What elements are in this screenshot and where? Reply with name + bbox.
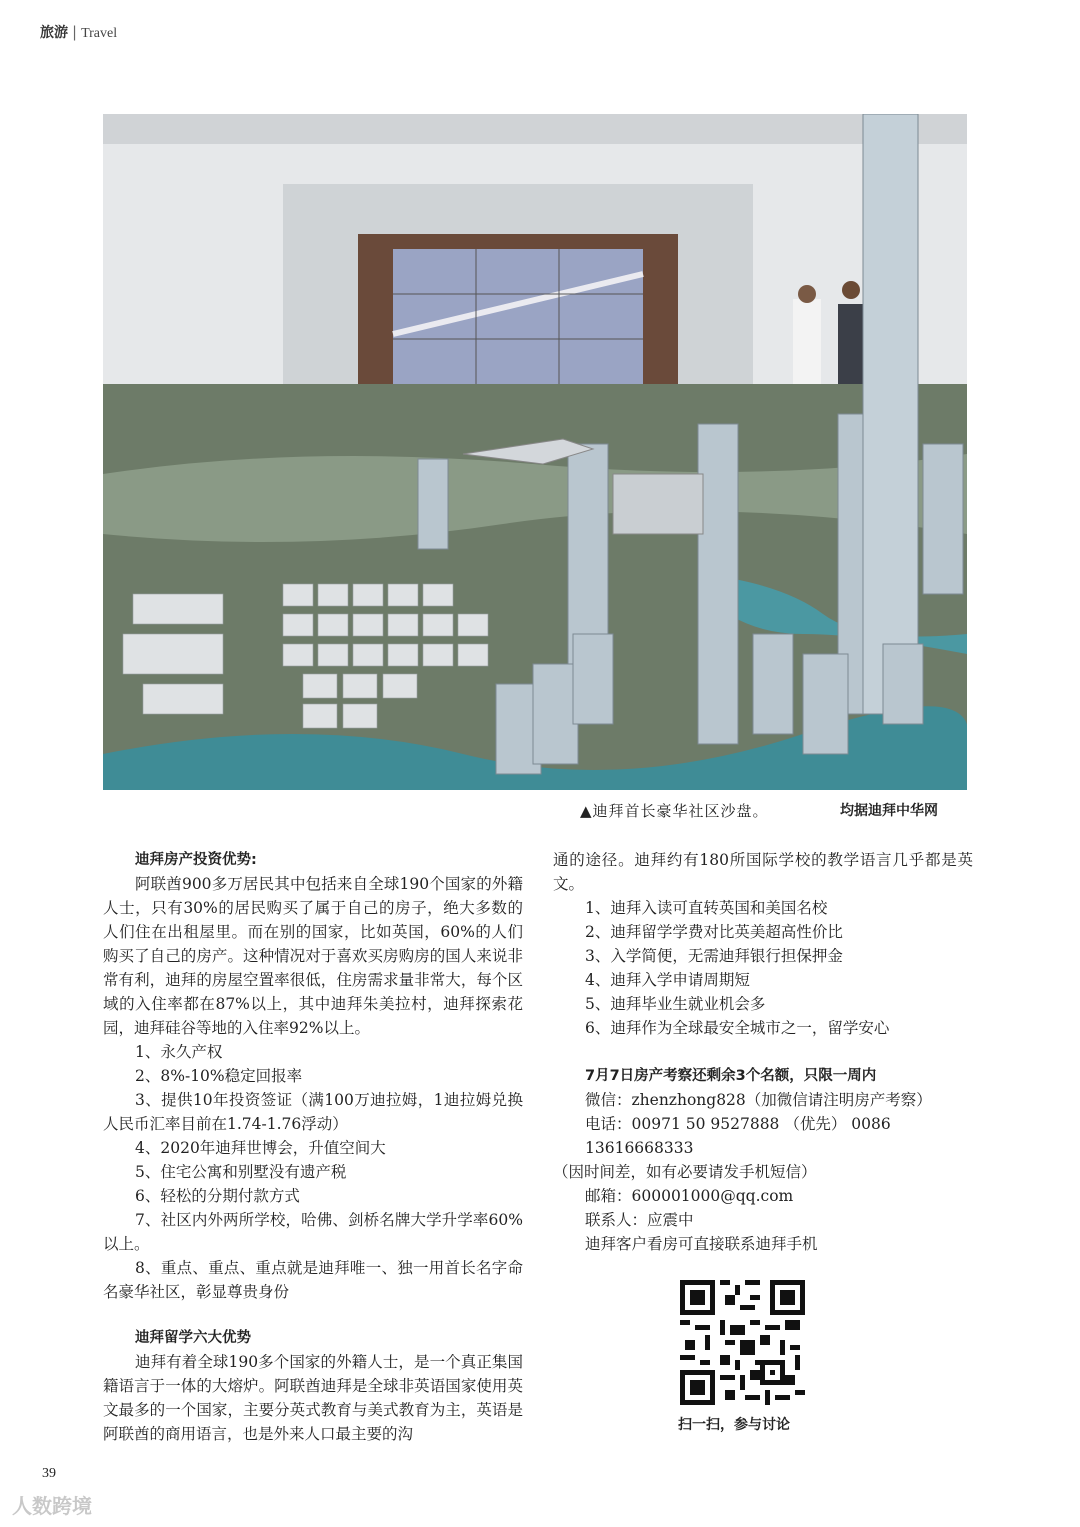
list-item: 2、8%-10%稳定回报率 (135, 1067, 303, 1085)
paragraph-investment: 阿联酋900多万居民其中包括来自全球190个国家的外籍人士，只有30%的居民购买了属于自己的房子，绝大多数的人们住在出租屋里。而在别的国家，比如英国，60%的人们购买了自己的房产。这种情况对于喜欢买房购房的国人来说非常有利，迪拜的房屋空置率很低，住房需求量非常大，每个区域的入住率都在87%以上，其中迪拜朱美拉村，迪拜探索花园，迪拜硅谷等地的入住率92%以上。 (103, 875, 523, 1037)
list-item: 1、迪拜入读可直转英国和美国名校 (585, 899, 828, 917)
list-item: 2、迪拜留学学费对比英美超高性价比 (585, 923, 843, 941)
list-item: 6、轻松的分期付款方式 (135, 1187, 300, 1205)
contact-email: 邮箱：600001000@qq.com (585, 1187, 794, 1205)
qr-code (680, 1280, 805, 1405)
watermark: 人数跨境 (12, 1494, 92, 1518)
page-number: 39 (42, 1466, 56, 1481)
list-item: 3、提供10年投资签证（满100万迪拉姆，1迪拉姆兑换人民币汇率目前在1.74-1.76浮动） (103, 1091, 523, 1133)
heading-tour: 7月7日房产考察还剩余3个名额，只限一周内 (585, 1068, 877, 1084)
section-title: 旅游 (40, 25, 68, 41)
dubai-model-photo (103, 114, 967, 790)
list-item: 3、入学简便，无需迪拜银行担保押金 (585, 947, 843, 965)
list-item: 5、迪拜毕业生就业机会多 (585, 995, 766, 1013)
left-column (103, 848, 523, 1446)
contact-person: 联系人：应震中 (585, 1211, 694, 1229)
heading-study: 迪拜留学六大优势 (135, 1330, 251, 1346)
section-title-en: Travel (81, 26, 118, 41)
paragraph-study-continued: 通的途径。迪拜约有180所国际学校的教学语言几乎都是英文。 (553, 851, 973, 893)
contact-wechat: 微信：zhenzhong828（加微信请注明房产考察） (585, 1091, 932, 1109)
list-item: 4、迪拜入学申请周期短 (585, 971, 750, 989)
section-header: 旅游 | Travel (40, 23, 118, 41)
list-item: 1、永久产权 (135, 1043, 223, 1061)
photo-caption: ▲迪拜首长豪华社区沙盘。 (580, 802, 769, 820)
photo-credit: 均据迪拜中华网 (840, 803, 938, 819)
list-item: 6、迪拜作为全球最安全城市之一，留学安心 (585, 1019, 890, 1037)
list-item: 7、社区内外两所学校，哈佛、剑桥名牌大学升学率60%以上。 (103, 1211, 523, 1253)
paragraph-study: 迪拜有着全球190多个国家的外籍人士，是一个真正集国籍语言于一体的大熔炉。阿联酋迪拜是全球非英语国家使用英文最多的一个国家，主要分英式教育与美式教育为主，英语是阿联酋的商用语言，也是外来人口最主要的沟 (103, 1353, 523, 1443)
list-item: 5、住宅公寓和别墅没有遗产税 (135, 1163, 347, 1181)
contact-dubai: 迪拜客户看房可直接联系迪拜手机 (585, 1235, 818, 1253)
heading-investment: 迪拜房产投资优势: (135, 852, 257, 868)
right-column (553, 848, 973, 1256)
contact-phone: 电话：00971 50 9527888 （优先） 0086 13616668333 (585, 1115, 891, 1157)
contact-note: （因时间差，如有必要请发手机短信） (553, 1163, 817, 1181)
list-item: 4、2020年迪拜世博会，升值空间大 (135, 1139, 386, 1157)
list-item: 8、重点、重点、重点就是迪拜唯一、独一用首长名字命名豪华社区，彰显尊贵身份 (103, 1259, 523, 1301)
qr-caption: 扫一扫，参与讨论 (678, 1417, 790, 1433)
